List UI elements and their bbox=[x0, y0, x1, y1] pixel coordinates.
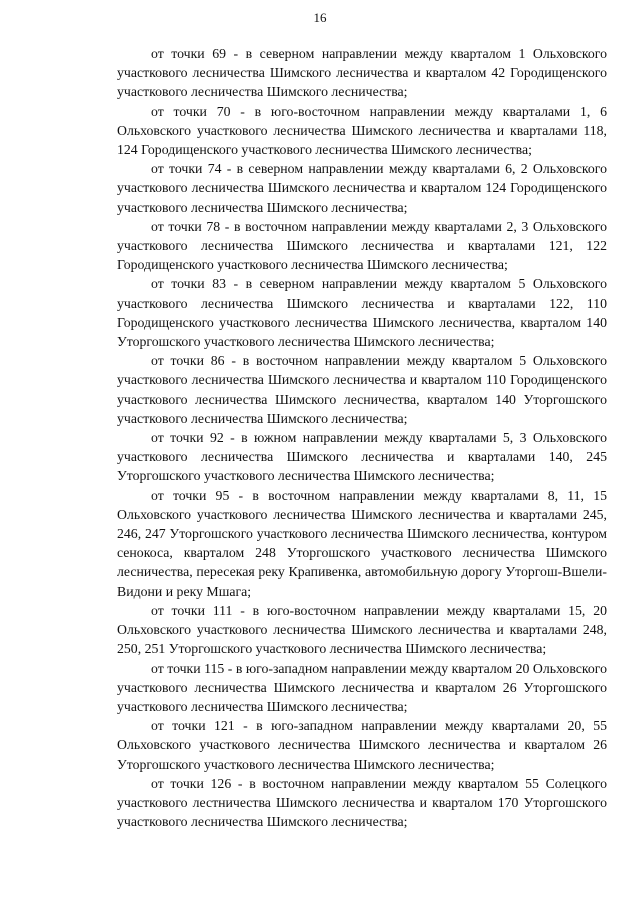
paragraph: от точки 83 - в северном направлении между кварталом 5 Ольховского участкового лесничества Шимского лесничества и кварталами 122, 110 Городищенского участкового лесничества Шимского лесничества, кварталом 140 Уторгошского участкового лесничества Шимского лесничества; bbox=[117, 276, 607, 350]
paragraph: от точки 69 - в северном направлении между кварталом 1 Ольховского участкового лесничества Шимского лесничества и кварталом 42 Городищенского участкового лесничества Шимского лесничества; bbox=[117, 46, 607, 100]
paragraph: от точки 121 - в юго-западном направлении между кварталами 20, 55 Ольховского участкового лесничества Шимского лесничества и кварталом 26 Уторгошского участкового лесничества Шимского лесничества; bbox=[117, 718, 607, 772]
paragraph: от точки 78 - в восточном направлении между кварталами 2, 3 Ольховского участкового лесничества Шимского лесничества и кварталами 121, 122 Городищенского участкового лесничества Шимского лесничества; bbox=[117, 218, 607, 273]
page-number: 16 bbox=[313, 10, 327, 25]
paragraph: от точки 126 - в восточном направлении между кварталом 55 Солецкого участкового лестничества Шимского лесничества и кварталом 170 Уторгошского участкового лесничества Шимского лесничества; bbox=[117, 775, 607, 830]
document-body bbox=[117, 44, 607, 831]
paragraph: от точки 70 - в юго-восточном направлении между кварталами 1, 6 Ольховского участкового лесничества Шимского лесничества и кварталами 118, 124 Городищенского участкового лесничества Шимского лесничества; bbox=[117, 103, 607, 158]
paragraph: от точки 115 - в юго-западном направлении между кварталом 20 Ольховского участкового лесничества Шимского лесничества и кварталом 26 Уторгошского участкового лесничества Шимского лесничества; bbox=[117, 660, 607, 714]
paragraph: от точки 74 - в северном направлении между кварталами 6, 2 Ольховского участкового лесничества Шимского лесничества и кварталом 124 Городищенского участкового лесничества Шимского лесничества; bbox=[117, 161, 607, 215]
paragraph: от точки 86 - в восточном направлении между кварталом 5 Ольховского участкового лесничества Шимского лесничества и кварталом 110 Городищенского участкового лесничества Шимского лесничества, кварталом 140 Уторгошского участкового лесничества Шимского лесничества; bbox=[117, 353, 607, 426]
paragraph: от точки 95 - в восточном направлении между кварталами 8, 11, 15 Ольховского участкового лесничества Шимского лесничества и кварталами 245, 246, 247 Уторгошского участкового лесничества Шимского лесничества, контуром сенокоса, кварталом 248 Уторгошского участкового лесничества Шимского лесничества, пересекая реку Крапивенка, автомобильную дорогу Уторгош-Вшели-Видони и реку Мшага; bbox=[117, 487, 607, 599]
paragraph: от точки 111 - в юго-восточном направлении между кварталами 15, 20 Ольховского участкового лесничества Шимского лесничества и кварталами 248, 250, 251 Уторгошского участкового лесничества Шимского лесничества; bbox=[117, 602, 607, 657]
paragraph: от точки 92 - в южном направлении между кварталами 5, 3 Ольховского участкового лесничества Шимского лесничества и кварталами 140, 245 Уторгошского участкового лесничества Шимского лесничества; bbox=[117, 430, 607, 484]
